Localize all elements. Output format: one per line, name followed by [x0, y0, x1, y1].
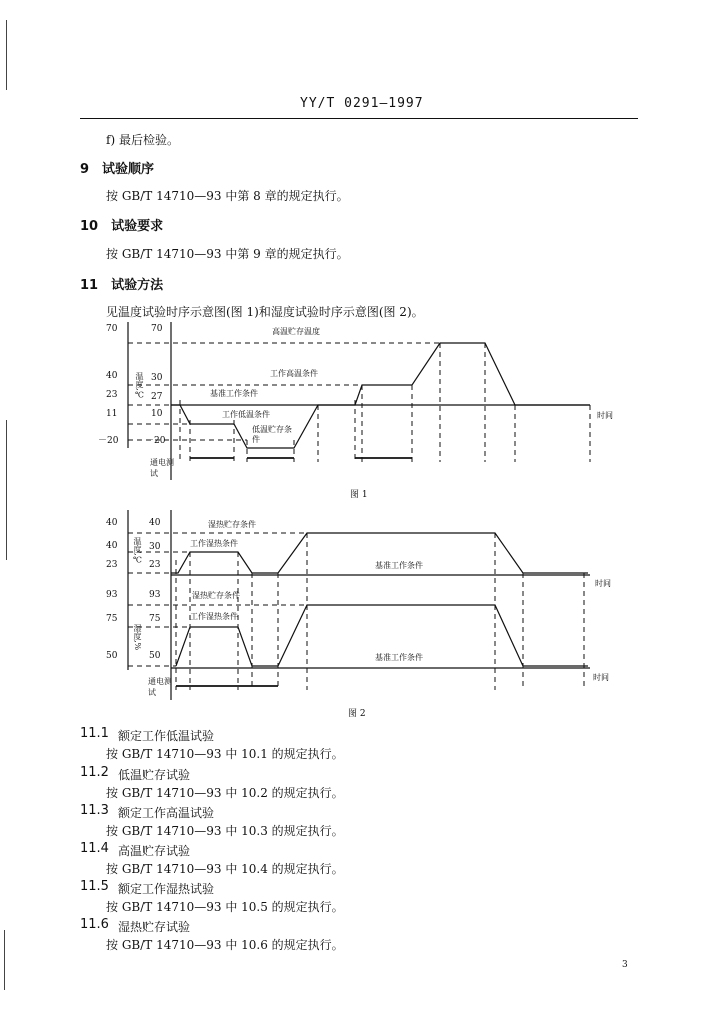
- fig2-temp-profile: [171, 533, 588, 573]
- fig1-label-low-store: 低温贮存条件: [252, 425, 292, 444]
- fig2-hum-right-tick: 93: [149, 590, 161, 600]
- subsection-title: 低温贮存试验: [118, 768, 191, 782]
- fig2-temp-left-tick: 23: [106, 560, 118, 570]
- fig2-hum-right-tick: 50: [149, 651, 161, 661]
- section-11-intro: 见温度试验时序示意图(图 1)和湿度试验时序示意图(图 2)。: [106, 305, 424, 319]
- fig1-caption: 图 1: [350, 490, 368, 500]
- fig2-temp-left-tick: 40: [106, 518, 118, 528]
- fig1-left-tick: 23: [106, 390, 118, 400]
- subsection-body: 按 GB/T 14710—93 中 10.6 的规定执行。: [106, 938, 344, 952]
- section-11-title: 11 试验方法: [80, 278, 164, 293]
- fig2-temp-right-tick: 40: [149, 518, 161, 528]
- subsection-number: 11.6: [80, 917, 109, 932]
- subsection-body: 按 GB/T 14710—93 中 10.1 的规定执行。: [106, 747, 344, 761]
- subsection-title: 额定工作湿热试验: [118, 882, 215, 896]
- fig1-label-power: 通电测试: [150, 458, 174, 478]
- fig2-hum-right-tick: 75: [149, 614, 161, 624]
- section-10-body: 按 GB/T 14710—93 中第 9 章的规定执行。: [106, 247, 349, 261]
- fig2-temp-axis-label: 温度,℃: [133, 537, 142, 565]
- fig2-label-ref-h: 基准工作条件: [375, 653, 423, 662]
- subsection-number: 11.1: [80, 726, 109, 741]
- item-f: f) 最后检验。: [106, 133, 179, 147]
- fig2-label-damp-store-t: 湿热贮存条件: [208, 520, 256, 529]
- fig1-label-work-high: 工作高温条件: [270, 369, 318, 378]
- fig1-left-tick: 40: [106, 371, 118, 381]
- fig2-label-ref-t: 基准工作条件: [375, 561, 423, 570]
- section-9-body: 按 GB/T 14710—93 中第 8 章的规定执行。: [106, 189, 349, 203]
- fig1-right-tick: 10: [151, 409, 163, 419]
- fig2-label-work-damp-t: 工作湿热条件: [190, 539, 238, 548]
- subsection-number: 11.5: [80, 879, 109, 894]
- subsection-body: 按 GB/T 14710—93 中 10.2 的规定执行。: [106, 786, 344, 800]
- subsection-number: 11.2: [80, 765, 109, 780]
- fig1-right-tick: －20: [145, 436, 166, 446]
- subsection-title: 湿热贮存试验: [118, 920, 191, 934]
- fig1-right-tick: 27: [151, 392, 163, 402]
- fig2-hum-left-tick: 50: [106, 651, 118, 661]
- fig1-right-tick: 30: [151, 373, 163, 383]
- fig1-left-tick: 70: [106, 324, 118, 334]
- fig1-right-tick: 70: [151, 324, 163, 334]
- fig1-label-high-store: 高温贮存温度: [272, 327, 320, 336]
- fig2-label-power: 通电测试: [148, 677, 172, 697]
- subsection-body: 按 GB/T 14710—93 中 10.3 的规定执行。: [106, 824, 344, 838]
- fig1-left-tick: －20: [98, 436, 119, 446]
- fig2-temp-right-tick: 30: [149, 542, 161, 552]
- fig2-temp-left-tick: 40: [106, 541, 118, 551]
- fig2-label-work-damp-h: 工作湿热条件: [190, 612, 238, 621]
- fig2-caption: 图 2: [348, 709, 366, 719]
- subsection-number: 11.3: [80, 803, 109, 818]
- fig2-label-time2: 时间: [593, 673, 609, 682]
- fig2-hum-left-tick: 93: [106, 590, 118, 600]
- section-10-title: 10 试验要求: [80, 219, 164, 234]
- fig2-label-damp-store-h: 湿热贮存条件: [192, 591, 240, 600]
- subsection-title: 额定工作高温试验: [118, 806, 215, 820]
- subsection-body: 按 GB/T 14710—93 中 10.5 的规定执行。: [106, 900, 344, 914]
- subsection-title: 额定工作低温试验: [118, 729, 215, 743]
- fig1-left-tick: 11: [106, 409, 118, 419]
- doc-id-header: YY/T 0291—1997: [300, 96, 424, 111]
- fig2-label-time: 时间: [595, 579, 611, 588]
- fig1-label-work-low: 工作低温条件: [222, 410, 270, 419]
- fig2-temp-right-tick: 23: [149, 560, 161, 570]
- fig2-hum-left-tick: 75: [106, 614, 118, 624]
- subsection-body: 按 GB/T 14710—93 中 10.4 的规定执行。: [106, 862, 344, 876]
- fig1-label-time: 时间: [597, 411, 613, 420]
- fig1-axis-label: 温度,℃: [135, 372, 144, 400]
- section-9-title: 9 试验顺序: [80, 162, 155, 177]
- fig1-label-ref: 基准工作条件: [210, 389, 258, 398]
- subsection-number: 11.4: [80, 841, 109, 856]
- fig2-hum-axis-label: 湿度,%: [133, 624, 142, 651]
- subsection-title: 高温贮存试验: [118, 844, 191, 858]
- page-number: 3: [622, 960, 628, 970]
